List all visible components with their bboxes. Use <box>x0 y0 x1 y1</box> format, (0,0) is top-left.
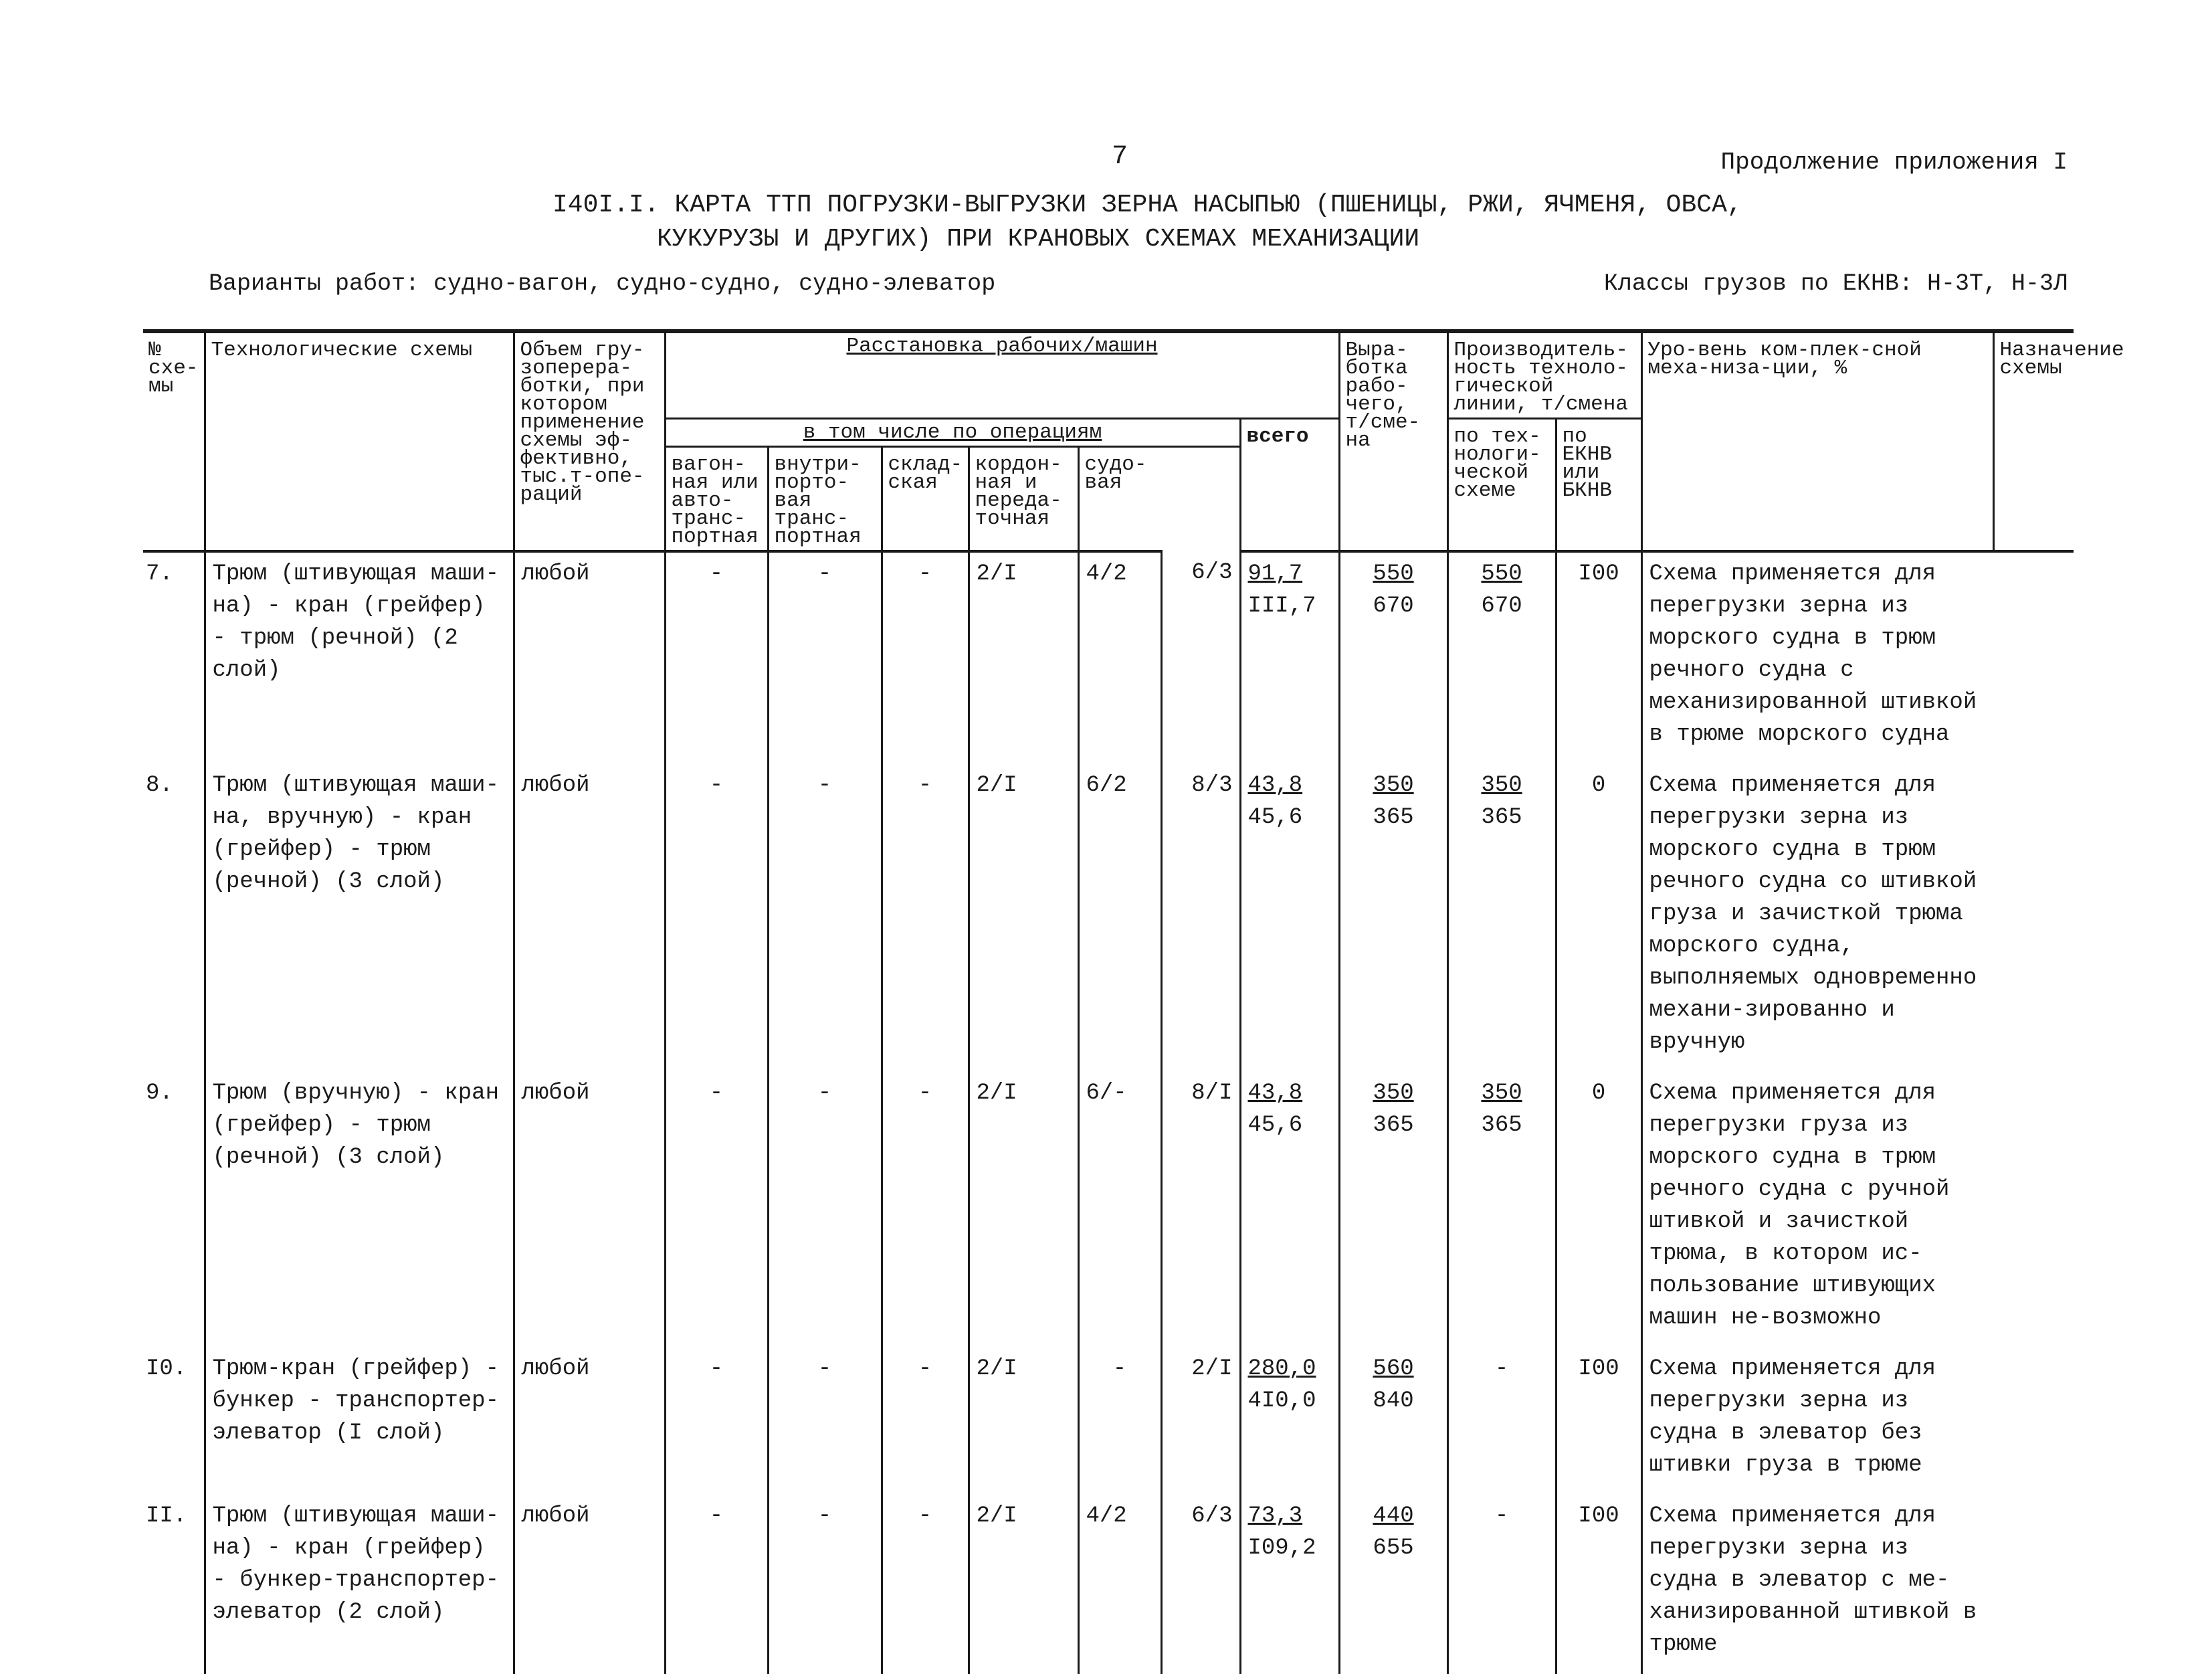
row-purpose: Схема применяется для перегрузки зерна из судна в элеватор с ме-ханизированной штивкой в трюме <box>1641 1495 1993 1674</box>
row-warehouse: - <box>882 551 969 764</box>
header-by-eknv: по ЕКНВ или БКНВ <box>1556 419 1641 552</box>
header-mech-level: Уро-вень ком-плек-сной меха-низа-ции, % <box>1641 331 1993 551</box>
work-variants: Варианты работ: судно-вагон, судно-судно, судно-элеватор <box>209 270 996 297</box>
row-no: 8. <box>146 773 173 798</box>
page-number: 7 <box>1112 142 1128 172</box>
tech-top: 560 <box>1373 1356 1414 1382</box>
row-ship: 4/2 <box>1078 1495 1161 1674</box>
tech-bottom: 655 <box>1373 1536 1414 1561</box>
row-cordon: 2/I <box>969 764 1078 1072</box>
header-wagon: вагон-ная или авто-транс-портная <box>665 447 768 552</box>
table-row <box>143 1495 2074 1674</box>
eknv-top: 350 <box>1481 1081 1522 1106</box>
header-ship: судо-вая <box>1078 447 1161 552</box>
row-intraport: - <box>768 1495 882 1674</box>
header-output: Выра-ботка рабо-чего, т/сме-на <box>1339 331 1447 551</box>
row-total: 8/I <box>1161 1072 1240 1347</box>
row-warehouse: - <box>882 1347 969 1495</box>
eknv-top: - <box>1494 1503 1509 1529</box>
row-purpose: Схема применяется для перегрузки зерна из морского судна в трюм речного судна с механизированной штивкой в трюме морского судна <box>1641 551 1993 764</box>
row-warehouse: - <box>882 1072 969 1347</box>
tech-bottom: 365 <box>1373 1113 1414 1138</box>
table-row <box>143 764 2074 1072</box>
eknv-bottom: 670 <box>1481 593 1522 619</box>
header-productivity: Производитель-ность техноло-гической линии, т/смена <box>1447 331 1641 419</box>
tech-bottom: 670 <box>1373 593 1414 619</box>
row-no: I0. <box>146 1356 187 1382</box>
row-ship: - <box>1078 1347 1161 1495</box>
row-ship: 6/2 <box>1078 764 1161 1072</box>
technology-card-table <box>143 329 2124 1674</box>
header-total: всего <box>1240 419 1339 552</box>
row-volume: любой <box>514 1495 665 1674</box>
row-volume: любой <box>514 551 665 764</box>
cargo-classes: Классы грузов по ЕКНВ: Н-3Т, Н-3Л <box>1603 270 2068 297</box>
row-ship: 6/- <box>1078 1072 1161 1347</box>
output-bottom: 45,6 <box>1247 805 1303 830</box>
row-output <box>1240 1347 1339 1495</box>
header-cordon: кордон-ная и переда-точная <box>969 447 1078 552</box>
output-top: 91,7 <box>1247 561 1303 587</box>
row-eknv-productivity <box>1447 551 1556 764</box>
header-no: № схе-мы <box>143 331 205 551</box>
row-volume: любой <box>514 1347 665 1495</box>
row-mech-level: 0 <box>1556 764 1641 1072</box>
table-row <box>143 1347 2074 1495</box>
row-volume: любой <box>514 1072 665 1347</box>
row-tech-productivity <box>1339 764 1447 1072</box>
row-eknv-productivity <box>1447 1072 1556 1347</box>
row-wagon: - <box>665 764 768 1072</box>
eknv-top: 550 <box>1481 561 1522 587</box>
row-total: 6/3 <box>1161 1495 1240 1674</box>
header-volume: Объем гру-зоперера-ботки, при котором применение схемы эф-фективно, тыс.т-опе-раций <box>514 331 665 551</box>
row-scheme: Трюм-кран (грейфер) - бункер - транспортер-элеватор (I слой) <box>205 1347 514 1495</box>
row-scheme: Трюм (вручную) - кран (грейфер) - трюм (речной) (3 слой) <box>205 1072 514 1347</box>
document-title-line-2: КУКУРУЗЫ И ДРУГИХ) ПРИ КРАНОВЫХ СХЕМАХ МЕХАНИЗАЦИИ <box>657 225 1420 254</box>
row-wagon: - <box>665 1495 768 1674</box>
row-volume: любой <box>514 764 665 1072</box>
row-warehouse: - <box>882 1495 969 1674</box>
row-intraport: - <box>768 551 882 764</box>
tech-bottom: 365 <box>1373 805 1414 830</box>
row-cordon: 2/I <box>969 1495 1078 1674</box>
row-mech-level: I00 <box>1556 1495 1641 1674</box>
row-tech-productivity <box>1339 1347 1447 1495</box>
row-cordon: 2/I <box>969 1347 1078 1495</box>
header-intraport: внутри-порто-вая транс-портная <box>768 447 882 552</box>
row-eknv-productivity <box>1447 764 1556 1072</box>
document-title-line-1: I40I.I. КАРТА ТТП ПОГРУЗКИ-ВЫГРУЗКИ ЗЕРНА НАСЫПЬЮ (ПШЕНИЦЫ, РЖИ, ЯЧМЕНЯ, ОВСА, <box>552 191 1742 219</box>
row-ship: 4/2 <box>1078 551 1161 764</box>
tech-top: 550 <box>1373 561 1414 587</box>
row-purpose: Схема применяется для перегрузки груза из морского судна в трюм речного судна с ручной штивкой и зачисткой трюма, в котором ис-пользование штивующих машин не-возможно <box>1641 1072 1993 1347</box>
row-output <box>1240 551 1339 764</box>
continuation-note: Продолжение приложения I <box>1720 149 2068 176</box>
eknv-bottom: 365 <box>1481 1113 1522 1138</box>
row-cordon: 2/I <box>969 551 1078 764</box>
header-warehouse: склад-ская <box>882 447 969 552</box>
row-eknv-productivity <box>1447 1347 1556 1495</box>
row-wagon: - <box>665 551 768 764</box>
eknv-top: - <box>1494 1356 1509 1382</box>
table-row <box>143 1072 2074 1347</box>
row-tech-productivity <box>1339 1495 1447 1674</box>
output-bottom: 45,6 <box>1247 1113 1303 1138</box>
row-intraport: - <box>768 1072 882 1347</box>
tech-bottom: 840 <box>1373 1388 1414 1414</box>
row-no: II. <box>146 1503 187 1529</box>
output-bottom: III,7 <box>1247 593 1316 619</box>
row-output <box>1240 764 1339 1072</box>
row-purpose: Схема применяется для перегрузки зерна из морского судна в трюм речного судна со штивкой груза и зачисткой трюма морского судна, выполняемых одновременно механи-зированно и вручную <box>1641 764 1993 1072</box>
row-scheme: Трюм (штивующая маши-на) - кран (грейфер) - трюм (речной) (2 слой) <box>205 551 514 764</box>
header-by-tech-scheme: по тех-нологи-ческой схеме <box>1447 419 1556 552</box>
eknv-top: 350 <box>1481 773 1522 798</box>
header-schemes: Технологические схемы <box>205 331 514 551</box>
output-top: 280,0 <box>1247 1356 1316 1382</box>
tech-top: 440 <box>1373 1503 1414 1529</box>
output-top: 43,8 <box>1247 1081 1303 1106</box>
row-tech-productivity <box>1339 551 1447 764</box>
row-mech-level: I00 <box>1556 551 1641 764</box>
row-eknv-productivity <box>1447 1495 1556 1674</box>
tech-top: 350 <box>1373 1081 1414 1106</box>
output-top: 73,3 <box>1247 1503 1303 1529</box>
output-bottom: I09,2 <box>1247 1536 1316 1561</box>
tech-top: 350 <box>1373 773 1414 798</box>
row-intraport: - <box>768 764 882 1072</box>
row-wagon: - <box>665 1347 768 1495</box>
row-output <box>1240 1072 1339 1347</box>
row-cordon: 2/I <box>969 1072 1078 1347</box>
output-bottom: 4I0,0 <box>1247 1388 1316 1414</box>
eknv-bottom: 365 <box>1481 805 1522 830</box>
row-total: 6/3 <box>1161 551 1240 764</box>
row-mech-level: I00 <box>1556 1347 1641 1495</box>
row-no: 7. <box>146 561 173 587</box>
row-mech-level: 0 <box>1556 1072 1641 1347</box>
header-placement: Расстановка рабочих/машин <box>665 331 1339 419</box>
row-intraport: - <box>768 1347 882 1495</box>
row-output <box>1240 1495 1339 1674</box>
row-tech-productivity <box>1339 1072 1447 1347</box>
row-wagon: - <box>665 1072 768 1347</box>
header-by-operations: в том числе по операциям <box>665 419 1240 447</box>
row-total: 2/I <box>1161 1347 1240 1495</box>
row-total: 8/3 <box>1161 764 1240 1072</box>
header-purpose: Назначение схемы <box>1993 331 2074 551</box>
output-top: 43,8 <box>1247 773 1303 798</box>
row-warehouse: - <box>882 764 969 1072</box>
row-purpose: Схема применяется для перегрузки зерна из судна в элеватор без штивки груза в трюме <box>1641 1347 1993 1495</box>
row-no: 9. <box>146 1081 173 1106</box>
table-row <box>143 551 2074 764</box>
row-scheme: Трюм (штивующая маши-на) - кран (грейфер) - бункер-транспортер-элеватор (2 слой) <box>205 1495 514 1674</box>
row-scheme: Трюм (штивующая маши-на, вручную) - кран (грейфер) - трюм (речной) (3 слой) <box>205 764 514 1072</box>
